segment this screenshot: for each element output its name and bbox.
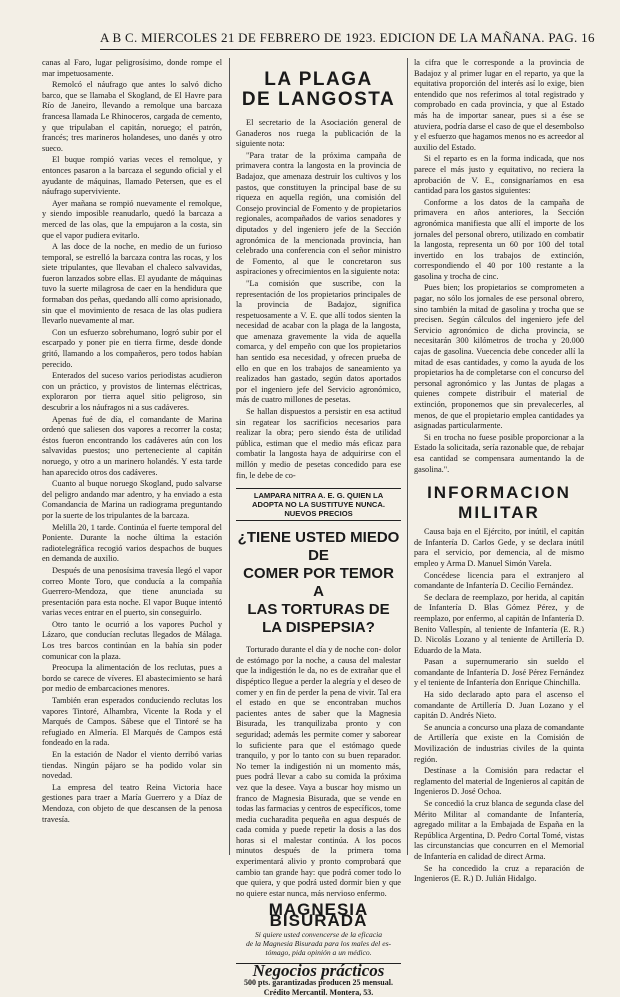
business-advert (236, 960, 401, 997)
article-paragraph: La empresa del teatro Reina Victoria hace gestiones para traer a María Guerrero y a Díaz de Mendoza, con objeto de que descansen de la penosa travesía. (42, 782, 222, 824)
article-paragraph: Remolcó el náufrago que antes lo salvó dicho barco, que se llamaba el Skogland, de El Havre para Río de Janeiro, llevando a remolque una barcaza francesa llamada Le Rhinoceros, cargada de cemento, y que tripulaban el capitán, noruego; el patrón, francés; tres marineros holandeses, uno danés y otro sueco. (42, 80, 222, 153)
title-line: LA PLAGA (264, 69, 373, 90)
article-paragraph: Melilla 20, 1 tarde. Continúa el fuerte temporal del Poniente. Durante la noche última la estación radiotelegráfica recogió varios despachos de buques en demanda de auxilio. (42, 522, 222, 564)
business-line: 500 pts. garantizadas producen 25 mensual. (244, 978, 393, 988)
article-paragraph: "Para tratar de la próxima campaña de primavera contra la langosta en la provincia de Badajoz, que amenaza destruir los cultivos y los pastos, que constituyen la principal base de su riqueza en aquella región, una comisión del Consejo provincial de Fomento y de propietarios regionales, acompañados de varios senadores y diputados y del ingeniero jefe de la Sección agronómica de la mencionada provincia, han celebrado una conferencia con el señor ministro de Fomento, al que le concretaron sus aspiraciones y ofrecimientos en la siguiente nota: (236, 150, 401, 277)
article-paragraph: Destínase a la Comisión para redactar el reglamento del material de Ingenieros al capitán de Ingenieros D. José Ochoa. (414, 766, 584, 797)
article-paragraph: Enterados del suceso varios periodistas acudieron con un práctico, y provistos de linternas eléctricas, exploraron por tierra aquel sitio peligroso, sin descubrir a los náufragos ni a sus cadáveres. (42, 371, 222, 412)
article-paragraph: Ha sido declarado apto para el ascenso el comandante de Artillería D. Juan Lozano y el capitán D. Andrés Nieto. (414, 690, 584, 721)
banner-line: ADOPTA NO LA SUSTITUYE NUNCA. (251, 500, 386, 510)
section-title (414, 483, 584, 523)
column-military-info (414, 58, 585, 884)
footnote-line: tómago, pida opinión a un médico. (265, 947, 372, 957)
article-paragraph: la cifra que le corresponde a la provincia de Badajoz y al primer lugar en el reparto, ya que la equitativa proporción del interés así lo exige, bien entendido que nos referimos al total registrado y comprobado en cada provincia, y que al Estado más ha de importar sanear, pues si a ése se atuviera, podría darse el caso de que el desembolso y el esfuerzo que hagamos menos no es acreedor al auxilio del Estado. (414, 58, 584, 152)
headline-line: ¿TIENE USTED MIEDO DE (237, 529, 400, 565)
article-paragraph: A las doce de la noche, en medio de un furioso temporal, se estrelló la barcaza contra las rocas, y los siete tripulantes, que llevaban el chaleco salvavidas, fueron lanzados sobre ellas. El ayudante de máquinas tuvo la suerte milagrosa de caer en la hendidura que formaban dos peñas, quedando allí como aprisionado, sin que el movimiento de resaca de las olas pudiera llevarlo nuevamente al mar. (42, 242, 222, 326)
article-paragraph: Otro tanto le ocurrió a los vapores Puchol y Lázaro, que conducían reclutas llegados de Málaga. Los tres barcos continúan en la bahía sin poder comunicar con la plaza. (42, 619, 222, 661)
article-paragraph: Pues bien; los propietarios se comprometen a pagar, no sólo los jornales de ese personal obrero, sino también la mitad de gasolina y trocha que se precisen. Según cálculos del ingeniero jefe del Servicio agronómico de dicha provincia, se necesitarán 300 kilómetros de trocha y 20.000 cajas de gasolina. Vuecencia debe conceder allí la mitad de esas cantidades, y como la ayuda de los propietarios ha de completarse con el concurso del personal agronómico y las Juntas de plagas a quienes compete distribuir el material de extinción, proponemos que sin prevalecerles, al menos, de que el propietario emplea cantidades ya asignadas particularmente. (414, 283, 584, 431)
article-paragraph: "La comisión que suscribe, con la representación de los propietarios principales de la provincia de Badajoz, significa respetuosamente a V. E. que allí todos sienten la necesidad de acabar con la plaga de la langosta, que amenaza gravemente la vida de aquella comarca, y del empeño con que los propietarios han sentido esa necesidad, y ofrecen prueba de ello en que en los trabajos de saneamiento ya realizados han gastado, según datos aportados por el ingeniero jefe del Servicio agronómico, más de cuatro millones de pesetas. (236, 278, 401, 405)
title-line: MILITAR (458, 503, 540, 523)
footnote-line: de la Magnesia Bisurada para los males del es- (245, 938, 392, 948)
advert-footnote (236, 930, 401, 957)
article-paragraph: Con un esfuerzo sobrehumano, logró subir por el escarpado y poner pie en tierra firme, desde donde gritó, llamando a los compañeros, pero todos habían perecido. (42, 327, 222, 369)
article-paragraph: Cuanto al buque noruego Skogland, pudo salvarse del peligro andando mar adentro, y ha enviado a esta Comandancia de Marina un radiograma preguntando por la suerte de los tripulantes de la barcaza. (42, 479, 222, 520)
magnesia-advert (236, 529, 401, 956)
banner-line: LAMPARA NITRA A. E. G. QUIEN LA (253, 491, 384, 501)
article-paragraph: También eran esperados conduciendo reclutas los vapores Tintoré, Alhambra, Vicente la Roda y el Marqués de Campos. Sábese que el Tintoré se ha refugiado en Almería. El Marqués de Campos está fondeado en la rada. (42, 696, 222, 748)
article-paragraph: Causa baja en el Ejército, por inútil, el capitán de Infantería D. Carlos Gede, y se declara inútil para el servicio, por demencia, al de mismo empleo y Arma D. Manuel Simón Varela. (414, 527, 584, 568)
article-paragraph: Apenas fué de día, el comandante de Marina ordenó que saliesen dos vapores a recorrer la costa; éstos fueron encontrando los cadáveres aún con los salvavidas puestos; uno perteneciente al capitán noruego, y otro a un marinero holandés. Y esta tarde han aparecido otros dos cadáveres. (42, 414, 222, 477)
article-paragraph: Se concedió la cruz blanca de segunda clase del Mérito Militar al comandante de Infantería, agregado militar a la Embajada de España en la República Argentina, D. Pedro Cortal Tomé, vistas las circunstancias que concurren en el Memorial de Infantería en calidad de direct Arma. (414, 799, 584, 861)
advert-headline (236, 529, 401, 637)
article-paragraph: Preocupa la alimentación de los reclutas, pues a bordo se carece de víveres. El abastecimiento se hará por medio de embarcaciones menores. (42, 663, 222, 694)
article-paragraph: El secretario de la Asociación general de Ganaderos nos ruega la publicación de la siguiente nota: (236, 118, 401, 149)
article-paragraph: El buque rompió varias veces el remolque, y entonces pasaron a la barcaza el segundo oficial y el ayudante de máquinas, llamado Petersen, que es el náufrago superviviente. (42, 155, 222, 197)
column-rule-right (407, 58, 408, 855)
article-paragraph: Después de una penosísima travesía llegó el vapor correo Monte Toro, que conducía a la compañía Guerrero-Mendoza, que tiene anunciada su presentación para esta noche. El vapor Buque intentó varias veces entrar en el puerto, sin conseguirlo. (42, 565, 222, 618)
article-paragraph: Concédese licencia para el extranjero al comandante de Infantería D. Cecilio Fernández. (414, 570, 584, 591)
article-paragraph: Se declara de reemplazo, por herida, al capitán de Infantería D. Blas Gómez Pérez, y de reemplazo, por enfermo, al capitán de Infantería D. Benito Vallespín, al teniente de Infantería (E. R.) D. Nicolás Lozano y al teniente de Artillería D. Eduardo de la Mata. (414, 592, 585, 655)
article-paragraph: Se anuncia a concurso una plaza de comandante de Artillería que existe en la Comisión de Movilización de industrias civiles de la quinta región. (414, 722, 584, 764)
article-paragraph: Ayer mañana se rompió nuevamente el remolque, y siendo imposible reanudarlo, quedó la barcaza a merced de las olas, que la empujaron a la costa, sin que el vapor pudiera evitarlo. (42, 198, 222, 240)
headline-line: COMER POR TEMOR A (243, 565, 394, 601)
advert-body: Torturado durante el día y de noche con- dolor de estómago por la noche, a causa del malestar que la indigestión le da, no es de extrañar que el dispéptico llegue a perder la alegría y el deseo de comer y en fin de perder la pena de vivir. Tal era el estado en que se encontraban muchos pacientes antes de saber que la Magnesia Bisurada, les tranquilizaba pronto y con seguridad; además les permite comer y saborear lo suficiente para que el estómago quede tranquilo, y por lo tanto con su buen reparador. No temer la indigestión ni un momento más, pues podrá llevar a cabo su comida la próxima vez que la desee. Vaya a buscar hoy mismo un franco de Magnesia Bisurada, que se vende en todas las farmacias y centros de específicos, tome media cucharadita pequeña en agua después de cada comida y puede repetir la dosis a las dos horas si el malestar continúa. A los pocos minutos después de la primera toma experimentará alivio y pronto comprobará que cambio tan grande hay: que podrá comer todo lo que quiera, y que podrá usted dormir bien y que no quiere estar nunca, más nervioso enfermo. (236, 645, 401, 898)
column-rule-left (229, 58, 230, 855)
page-header (100, 30, 595, 50)
business-line: Crédito Mercantil. Montera, 53. (263, 987, 374, 997)
title-line: INFORMACION (427, 483, 571, 503)
header-text: A B C. MIERCOLES 21 DE FEBRERO DE 1923. EDICION DE LA MAÑANA. PAG. 16 (100, 30, 595, 45)
article-paragraph: canas al Faro, lugar peligrosísimo, donde rompe el mar impetuosamente. (42, 58, 222, 78)
article-title (236, 70, 401, 110)
headline-line: LA DISPEPSIA? (262, 619, 375, 637)
business-title: Negocios prácticos (252, 960, 385, 980)
article-paragraph: Si en trocha no fuese posible proporcionar a la Estado la solicitada, sería razonable que, de rebajar esa cantidad se compensara aumentando la de gasolina.". (414, 432, 584, 474)
title-line: DE LANGOSTA (241, 89, 396, 110)
article-paragraph: En la estación de Nador el viento derribó varias tiendas. Ningún pájaro se ha podido volar sin novedad. (42, 750, 222, 781)
lamp-advert-banner (236, 488, 401, 521)
article-paragraph: Se hallan dispuestos a persistir en esa actitud sin regatear los sacrificios necesarios para realizar la obra; pero siendo ésta de utilidad pública, estiman que el medio más eficaz para combatir la langosta haya de adquirirse con el millón y medio de pesetas concedido para ese fin, le debe de co- (236, 407, 401, 480)
article-paragraph: Se ha concedido la cruz a reparación de Ingenieros (E. R.) D. Julián Hidalgo. (414, 863, 584, 884)
column-shipwreck-news (42, 58, 222, 857)
article-paragraph: Si el reparto es en la forma indicada, que nos parece el más justo y equitativo, no reciera la aprobación de V. E., consignaríamos en esa cantidad para los gastos siguientes: (414, 154, 584, 196)
advert-brand: MAGNESIA BISURADA (268, 900, 369, 931)
column-locust-plague (236, 58, 401, 997)
footnote-line: Si quiere usted convencerse de la eficacia (254, 929, 383, 939)
headline-line: LAS TORTURAS DE (247, 601, 390, 619)
article-paragraph: Conforme a los datos de la campaña de primavera en años anteriores, la Sección agronómica manifiesta que allí el importe de los jornales del personal obrero, utilizado en combatir la langosta, representa un 60 por 100 del total invertido en los trabajos de extinción, correspondiendo el 40 por 100 restante a la gasolina y trocha de cinc. (414, 197, 584, 281)
article-paragraph: Pasan a supernumerario sin sueldo el comandante de Infantería D. José Pérez Fernández y el teniente de Infantería don Enrique Chinchilla. (414, 657, 584, 688)
banner-line: NUEVOS PRECIOS (284, 509, 353, 519)
